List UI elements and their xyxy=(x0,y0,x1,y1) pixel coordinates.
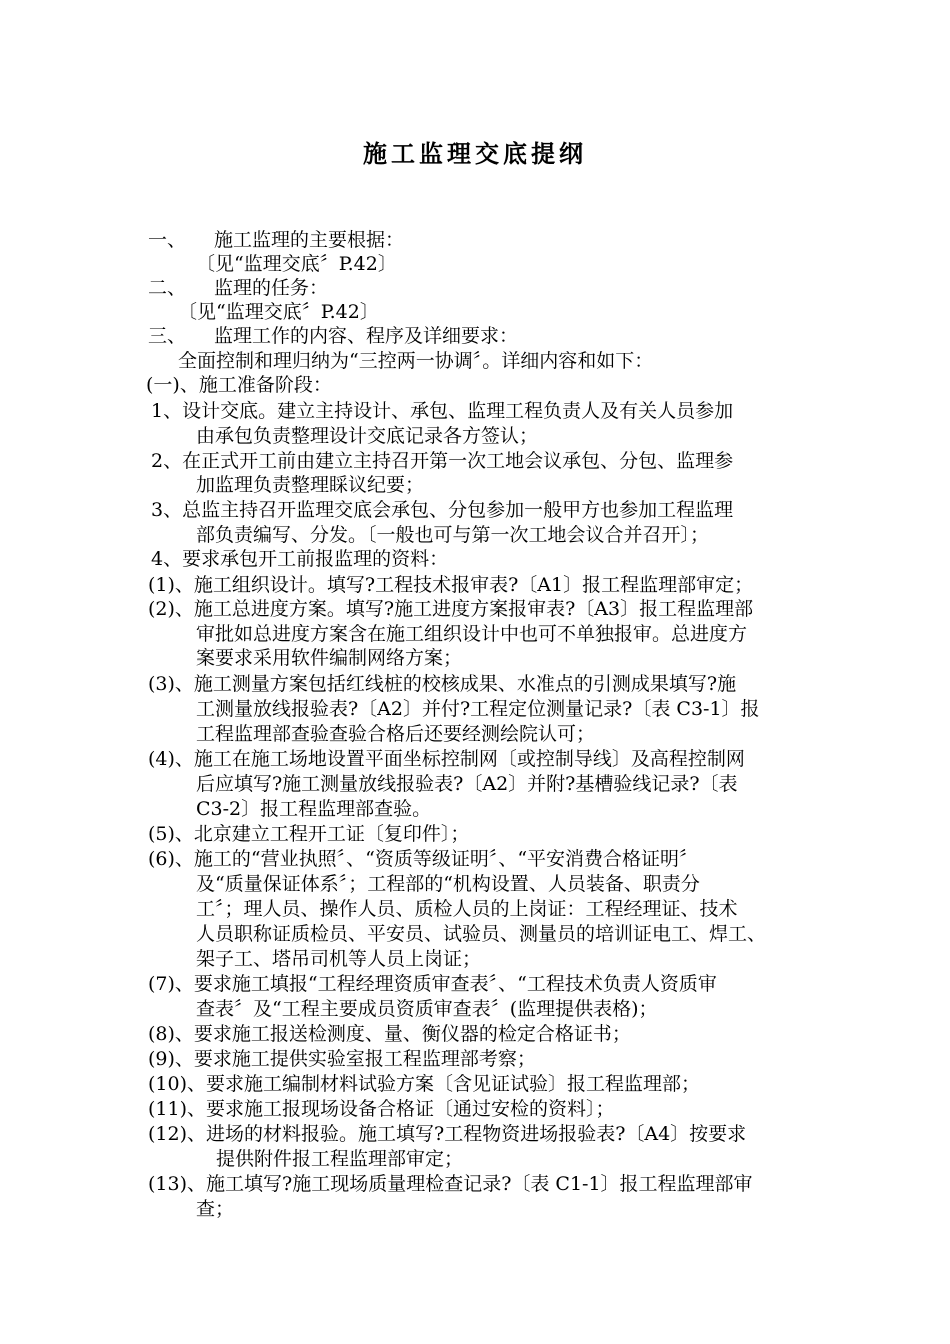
sub-item-11: (11)、要求施工报现场设备合格证〔通过安检的资料〕； xyxy=(148,1098,615,1120)
sub-item-3-line-3: 工程监理部查验查验合格后还要经测绘院认可； xyxy=(196,723,596,745)
section-text: 监理的任务： xyxy=(214,277,329,299)
section-number: 三、 xyxy=(148,325,187,347)
sub-item-4-line-1: (4)、施工在施工场地设置平面坐标控制网〔或控制导线〕及高程控制网 xyxy=(148,748,745,770)
sub-item-12-line-1: (12)、进场的材料报验。施工填写?工程物资进场报验表?〔A4〕按要求 xyxy=(148,1123,747,1145)
sub-item-4-line-2: 后应填写?施工测量放线报验表?〔A2〕并附?基槽验线记录?〔表 xyxy=(196,773,738,795)
sub-item-2-line-3: 案要求采用软件编制网络方案； xyxy=(196,647,463,669)
phase-heading: (一)、施工准备阶段： xyxy=(146,374,332,396)
section-number: 二、 xyxy=(148,277,187,299)
sub-item-6-line-2: 及“质量保证体系〞；工程部的“机构设置、人员装备、职责分 xyxy=(196,873,700,895)
sub-item-13-line-2: 查； xyxy=(196,1198,235,1220)
sub-item-6-line-5: 架子工、塔吊司机等人员上岗证； xyxy=(196,948,482,970)
sub-item-2-line-1: (2)、施工总进度方案。填写?施工进度方案报审表?〔A3〕报工程监理部 xyxy=(148,598,754,620)
sub-item-8: (8)、要求施工报送检测度、量、衡仪器的检定合格证书； xyxy=(148,1023,631,1045)
sub-item-6-line-1: (6)、施工的“营业执照〞、“资质等级证明〞、“平安消费合格证明〞 xyxy=(148,848,699,870)
sub-item-6-line-4: 人员职称证质检员、平安员、试验员、测量员的培训证电工、焊工、 xyxy=(196,923,767,945)
section-1-heading xyxy=(148,228,404,252)
sub-item-1: (1)、施工组织设计。填写?工程技术报审表?〔A1〕报工程监理部审定； xyxy=(148,574,754,596)
sub-item-13-line-1: (13)、施工填写?施工现场质量理检查记录?〔表 C1-1〕报工程监理部审 xyxy=(148,1173,753,1195)
sub-item-3-line-1: (3)、施工测量方案包括红线桩的校核成果、水准点的引测成果填写?施 xyxy=(148,673,737,695)
section-number: 一、 xyxy=(148,229,187,251)
item-3-line-1: 3、总监主持召开监理交底会承包、分包参加一般甲方也参加工程监理 xyxy=(151,499,734,521)
item-2-line-1: 2、在正式开工前由建立主持召开第一次工地会议承包、分包、监理参 xyxy=(151,450,734,472)
section-2-heading xyxy=(148,276,328,300)
sub-item-10: (10)、要求施工编制材料试验方案〔含见证试验〕报工程监理部； xyxy=(148,1073,701,1095)
sub-item-6-line-3: 工〞；理人员、操作人员、质检人员的上岗证：工程经理证、技术 xyxy=(196,898,738,920)
item-1-line-1: 1、设计交底。建立主持设计、承包、监理工程负责人及有关人员参加 xyxy=(151,400,734,422)
sub-item-2-line-2: 审批如总进度方案含在施工组织设计中也可不单独报审。总进度方 xyxy=(196,623,748,645)
item-3-line-2: 部负责编写、分发。〔一般也可与第一次工地会议合并召开〕； xyxy=(196,524,710,546)
document-title: 施工监理交底提纲 xyxy=(363,140,587,168)
item-4: 4、要求承包开工前报监理的资料： xyxy=(151,548,449,570)
section-1-reference: 〔见“监理交底〞P.42〕 xyxy=(196,253,397,275)
sub-item-7-line-2: 查表〞及“工程主要成员资质审查表〞(监理提供表格)； xyxy=(196,998,658,1020)
section-2-reference: 〔见“监理交底〞P.42〕 xyxy=(178,301,379,323)
section-text: 施工监理的主要根据： xyxy=(214,229,405,251)
sub-item-4-line-3: C3-2〕报工程监理部查验。 xyxy=(196,798,432,820)
sub-item-7-line-1: (7)、要求施工填报“工程经理资质审查表〞、“工程技术负责人资质审 xyxy=(148,973,717,995)
sub-item-3-line-2: 工测量放线报验表?〔A2〕并付?工程定位测量记录?〔表 C3-1〕报 xyxy=(196,698,760,720)
intro-line: 全面控制和理归纳为“三控两一协调〞。详细内容和如下： xyxy=(178,350,654,372)
sub-item-12-line-2: 提供附件报工程监理部审定； xyxy=(216,1148,464,1170)
section-3-heading xyxy=(148,324,518,348)
item-2-line-2: 加监理负责整理睬议纪要； xyxy=(196,474,425,496)
sub-item-9: (9)、要求施工提供实验室报工程监理部考察； xyxy=(148,1048,536,1070)
sub-item-5: (5)、北京建立工程开工证〔复印件〕； xyxy=(148,823,470,845)
section-text: 监理工作的内容、程序及详细要求： xyxy=(214,325,519,347)
item-1-line-2: 由承包负责整理设计交底记录各方签认； xyxy=(196,425,539,447)
